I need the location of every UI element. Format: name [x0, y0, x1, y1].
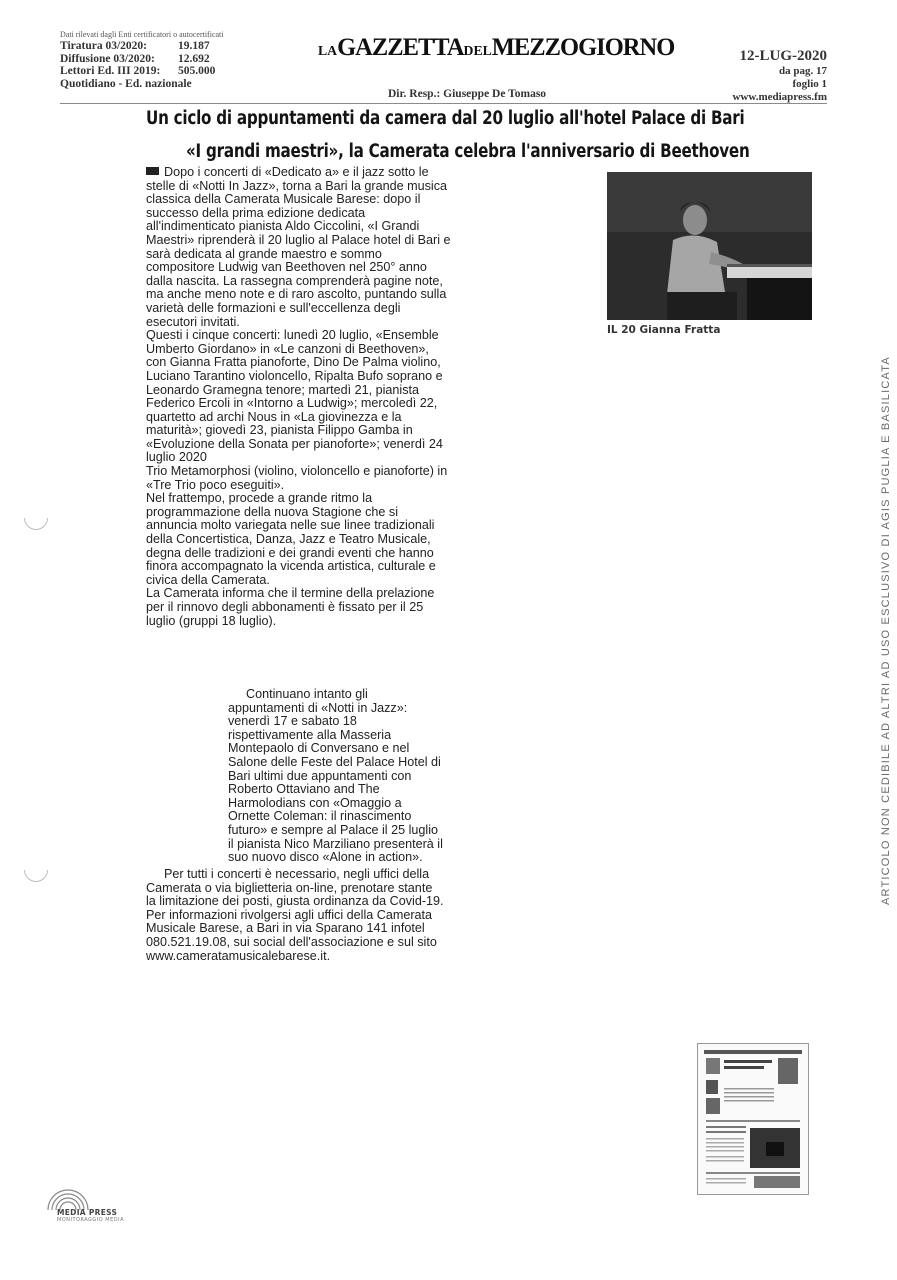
header-divider — [60, 103, 827, 104]
logo-name: MEDIA PRESS — [57, 1208, 118, 1217]
pianist-illustration — [607, 172, 812, 320]
circulation-info — [60, 30, 260, 90]
page-thumbnail-graphic — [698, 1044, 808, 1194]
article-paragraph: La Camerata informa che il termine della prelazione per il rinnovo degli abbonamenti è fissato per il 25 luglio (gruppi 18 luglio). — [146, 586, 435, 628]
article-column-main — [146, 166, 452, 628]
logo-subtitle: MONITORAGGIO MEDIA — [57, 1217, 125, 1223]
article-paragraph: Continuano intanto gli appuntamenti di «Notti in Jazz»: venerdì 17 e sabato 18 rispettivamente alla Masseria Montepaolo di Conversano e nel Salone delle Feste del Palace Hotel di Bari ultimi due appuntamenti con Roberto Ottaviano and The Harmolodians con «Omaggio a Ornette Coleman: il rinascimento futuro» e sempre al Palace il 25 luglio il pianista Nico Marziliano presenterà il suo nuovo disco «Alone in action». — [228, 687, 443, 865]
punch-hole-mark — [19, 853, 53, 887]
paragraph-bullet-icon — [146, 167, 159, 175]
website-link[interactable]: www.mediapress.fm — [732, 91, 827, 103]
photo-caption: IL 20 Gianna Fratta — [607, 324, 721, 336]
sheet-number: foglio 1 — [792, 78, 827, 90]
article-column-indented — [228, 688, 444, 865]
page-thumbnail[interactable] — [697, 1043, 809, 1195]
headline-line-1: Un ciclo di appuntamenti da camera dal 20 luglio all'hotel Palace di Bari — [146, 108, 745, 129]
circulation-row: Diffusione 03/2020: 12.692 — [60, 52, 210, 65]
publication-details — [712, 48, 827, 104]
article-paragraph: Dopo i concerti di «Dedicato a» e il jazz sotto le stelle di «Notti In Jazz», torna a Bari la grande musica classica della Camerata Musicale Barese: dopo il successo della prima edizione dedicata all'indimenticato pianista Aldo Ciccolini, «I Grandi Maestri» riprenderà il 20 luglio al Palace hotel di Bari e sarà dedicata al grande maestro e sommo compositore Ludwig van Beethoven nel 250° anno dalla nascita. La rassegna comprenderà pagine note, ma anche meno note e di raro ascolto, puntando sulla varietà delle formazioni e sull'eccellenza degli esecutori invitati. — [146, 165, 451, 329]
newspaper-masthead: LAGAZZETTADELMEZZOGIORNO — [318, 34, 675, 61]
edition-label: Quotidiano - Ed. nazionale — [60, 77, 192, 90]
usage-notice: ARTICOLO NON CEDIBILE AD ALTRI AD USO ESCLUSIVO DI AGIS PUGLIA E BASILICATA — [880, 356, 892, 905]
article-paragraph: Trio Metamorphosi (violino, violoncello e pianoforte) in «Tre Trio poco eseguiti». — [146, 464, 448, 492]
headline-line-2: «I grandi maestri», la Camerata celebra l'anniversario di Beethoven — [186, 141, 750, 162]
article-paragraph: Per tutti i concerti è necessario, negli uffici della Camerata o via biglietteria on-line, prenotare stante la limitazione dei posti, giusta ordinanza da Covid-19. Per informazioni rivolgersi agli uffici della Camerata Musicale Barese, a Bari in via Sparano 141 infotel 080.521.19.08, sui social dell'associazione e sul sito www.cameratamusicalebarese.it. — [146, 867, 444, 963]
publication-date: 12-LUG-2020 — [739, 48, 827, 64]
director-line: Dir. Resp.: Giuseppe De Tomaso — [388, 88, 547, 100]
page-reference: da pag. 17 — [779, 65, 827, 77]
article-column-closing — [146, 868, 444, 963]
circulation-row: Tiratura 03/2020: 19.187 — [60, 40, 210, 52]
article-paragraph: Nel frattempo, procede a grande ritmo la programmazione della nuova Stagione che si annuncia molto variegata nelle sue linee tradizionali della Concertistica, Danza, Jazz e Teatro Musicale, degna delle tradizioni e dei grandi eventi che hanno finora accompagnato la vicenda artistica, culturale e civica della Camerata. — [146, 491, 436, 587]
circulation-row: Lettori Ed. III 2019: 505.000 — [60, 65, 216, 77]
certification-note: Dati rilevati dagli Enti certificatori o autocertificati — [60, 30, 224, 39]
pianist-photo — [607, 172, 812, 320]
article-paragraph: Questi i cinque concerti: lunedì 20 luglio, «Ensemble Umberto Giordano» in «Le canzoni di Beethoven», con Gianna Fratta pianoforte, Dino De Palma violino, Luciano Tarantino violoncello, Ripalta Bufo soprano e Leonardo Gramegna tenore; martedì 21, pianista Federico Ercoli in «Intorno a Ludwig»; mercoledì 22, quartetto ad archi Nous in «La giovinezza e la maturità»; giovedì 23, pianista Filippo Gamba in «Evoluzione della Sonata per pianoforte»; venerdì 24 luglio 2020 — [146, 328, 443, 465]
punch-hole-mark — [19, 501, 53, 535]
